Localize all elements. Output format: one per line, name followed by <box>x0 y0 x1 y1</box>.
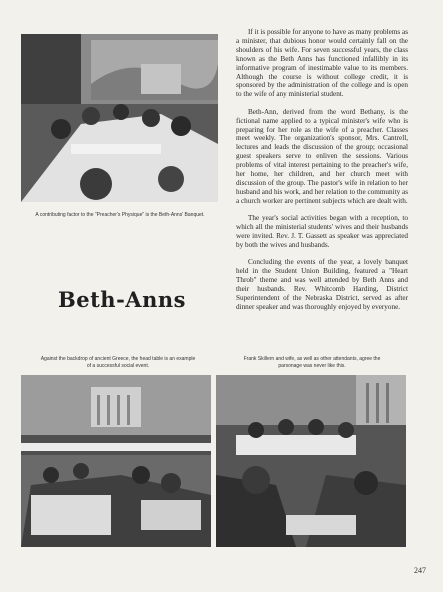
attendants-photo <box>216 375 406 547</box>
body-paragraph: The year's social activities began with a reception, to which all the ministerial students' wives and their husbands were invited. Rev. J. T. Gassett as speaker was appreciated by both the wives and husbands. <box>236 214 408 249</box>
article-body <box>236 28 408 320</box>
body-paragraph: If it is possible for anyone to have as many problems as a minister, that dubious honor would certainly fall on the shoulders of his wife. For seven successful years, the class known as the Beth Anns has functioned infallibly in its informative program of inestimable value to its members. Although the course is without college credit, it is sponsored by the administration of the college and is open to the wife of any ministerial student. <box>236 28 408 99</box>
page-title: Beth-Anns <box>58 287 186 312</box>
body-paragraph: Beth-Ann, derived from the word Bethany, is the fictional name applied to a typical minister's wife who is preparing for her role as the wife of a preacher. Classes meet weekly. The organization's sponsor, Mrs. Cantrell, lectures and leads the discussion of the group; occasional guest speakers serve to enliven the sessions. Various problems of vital interest pertaining to the preacher's wife, her home, her children, and her church meet with discussion of the group. The pastor's wife in relation to her husband and his work, and her relation to the community as a church worker are pertinent subjects which are dealt with. <box>236 107 408 205</box>
page-number: 247 <box>414 566 426 575</box>
bottom-left-photo-caption: Against the backdrop of ancient Greece, the head table is an example of a successful social event. <box>40 356 196 369</box>
top-photo-caption: A contributing factor to the "Preacher's Physique" is the Beth-Anns' Banquet. <box>35 212 205 218</box>
body-paragraph: Concluding the events of the year, a lovely banquet held in the Student Union Building, featured a "Heart Throb" theme and was well attended by Beth Anns and their husbands. Rev. Whitcomb Harding, District Superintendent of the Nebraska District, served as after dinner speaker and was thoroughly enjoyed by everyone. <box>236 258 408 311</box>
bottom-right-photo-caption: Frank Skillern and wife, as well as other attendants, agree the parsonage was never like this. <box>243 356 381 369</box>
head-table-photo <box>21 375 211 547</box>
banquet-photo-top <box>21 34 218 202</box>
